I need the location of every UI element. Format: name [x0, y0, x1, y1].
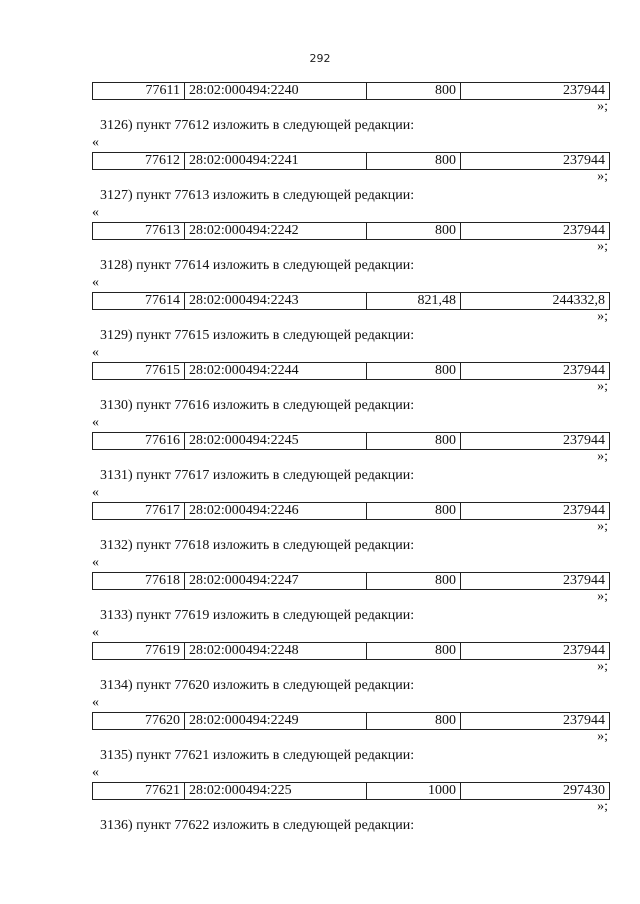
close-quote: »; — [597, 729, 608, 744]
close-quote: »; — [597, 589, 608, 604]
clause-text: 3129) пункт 77615 изложить в следующей редакции: — [100, 328, 415, 343]
area-value: 800 — [367, 573, 461, 589]
close-quote: »; — [597, 169, 608, 184]
area-value: 800 — [367, 433, 461, 449]
open-quote: « — [92, 275, 99, 290]
open-quote: « — [92, 415, 99, 430]
close-quote: »; — [597, 309, 608, 324]
cadastral-number: 28:02:000494:2245 — [185, 433, 367, 449]
clause-text: 3135) пункт 77621 изложить в следующей редакции: — [100, 748, 415, 763]
table-row — [92, 642, 610, 660]
table-row — [92, 572, 610, 590]
area-value: 800 — [367, 153, 461, 169]
area-value: 800 — [367, 363, 461, 379]
row-number: 77611 — [93, 83, 185, 99]
clause-text: 3130) пункт 77616 изложить в следующей редакции: — [100, 398, 415, 413]
cost-value: 237944 — [563, 713, 605, 728]
cadastral-number: 28:02:000494:2244 — [185, 363, 367, 379]
clause-text: 3128) пункт 77614 изложить в следующей редакции: — [100, 258, 415, 273]
close-quote: »; — [597, 379, 608, 394]
cost-value: 237944 — [563, 433, 605, 448]
row-number: 77620 — [93, 713, 185, 729]
table-row — [92, 292, 610, 310]
row-number: 77614 — [93, 293, 185, 309]
close-quote: »; — [597, 99, 608, 114]
close-quote: »; — [597, 449, 608, 464]
cadastral-number: 28:02:000494:2247 — [185, 573, 367, 589]
page-number: 292 — [309, 52, 331, 65]
area-value: 800 — [367, 643, 461, 659]
open-quote: « — [92, 625, 99, 640]
row-number: 77613 — [93, 223, 185, 239]
clause-text: 3132) пункт 77618 изложить в следующей редакции: — [100, 538, 415, 553]
row-number: 77616 — [93, 433, 185, 449]
area-value: 800 — [367, 223, 461, 239]
close-quote: »; — [597, 659, 608, 674]
cadastral-number: 28:02:000494:225 — [185, 783, 367, 799]
cost-value: 237944 — [563, 573, 605, 588]
area-value: 800 — [367, 83, 461, 99]
cost-value: 237944 — [563, 363, 605, 378]
table-row — [92, 362, 610, 380]
clause-text: 3126) пункт 77612 изложить в следующей редакции: — [100, 118, 415, 133]
table-row — [92, 432, 610, 450]
cost-value: 237944 — [563, 83, 605, 98]
clause-text: 3127) пункт 77613 изложить в следующей редакции: — [100, 188, 415, 203]
open-quote: « — [92, 485, 99, 500]
area-value: 800 — [367, 713, 461, 729]
area-value: 800 — [367, 503, 461, 519]
close-quote: »; — [597, 519, 608, 534]
table-row — [92, 712, 610, 730]
clause-text: 3133) пункт 77619 изложить в следующей редакции: — [100, 608, 415, 623]
table-row — [92, 222, 610, 240]
row-number: 77617 — [93, 503, 185, 519]
table-row — [92, 502, 610, 520]
cadastral-number: 28:02:000494:2242 — [185, 223, 367, 239]
close-quote: »; — [597, 799, 608, 814]
clause-text: 3131) пункт 77617 изложить в следующей редакции: — [100, 468, 415, 483]
cost-value: 244332,8 — [552, 293, 605, 308]
area-value: 1000 — [367, 783, 461, 799]
row-number: 77618 — [93, 573, 185, 589]
cadastral-number: 28:02:000494:2249 — [185, 713, 367, 729]
row-number: 77621 — [93, 783, 185, 799]
cadastral-number: 28:02:000494:2240 — [185, 83, 367, 99]
row-number: 77619 — [93, 643, 185, 659]
open-quote: « — [92, 695, 99, 710]
open-quote: « — [92, 555, 99, 570]
cost-value: 237944 — [563, 503, 605, 518]
clause-text: 3136) пункт 77622 изложить в следующей редакции: — [100, 818, 415, 833]
table-row — [92, 82, 610, 100]
row-number: 77615 — [93, 363, 185, 379]
clause-text: 3134) пункт 77620 изложить в следующей редакции: — [100, 678, 415, 693]
cadastral-number: 28:02:000494:2241 — [185, 153, 367, 169]
table-row — [92, 152, 610, 170]
open-quote: « — [92, 135, 99, 150]
cost-value: 237944 — [563, 153, 605, 168]
open-quote: « — [92, 765, 99, 780]
cadastral-number: 28:02:000494:2246 — [185, 503, 367, 519]
cadastral-number: 28:02:000494:2248 — [185, 643, 367, 659]
close-quote: »; — [597, 239, 608, 254]
cost-value: 297430 — [563, 783, 605, 798]
cost-value: 237944 — [563, 643, 605, 658]
area-value: 821,48 — [367, 293, 461, 309]
cost-value: 237944 — [563, 223, 605, 238]
open-quote: « — [92, 205, 99, 220]
table-row — [92, 782, 610, 800]
open-quote: « — [92, 345, 99, 360]
row-number: 77612 — [93, 153, 185, 169]
cadastral-number: 28:02:000494:2243 — [185, 293, 367, 309]
